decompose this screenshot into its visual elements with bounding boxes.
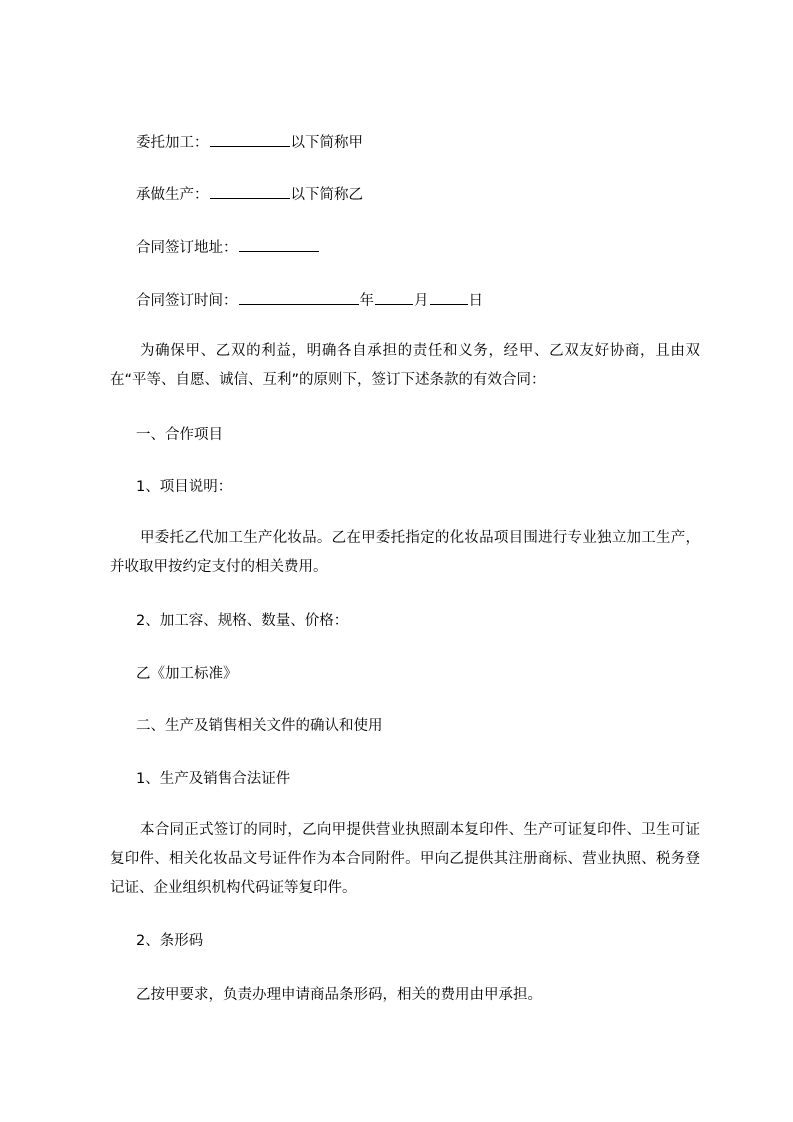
section1-item2-text: 乙《加工标准》 — [136, 666, 238, 682]
maker-label: 承做生产： — [136, 187, 209, 203]
time-label: 合同签订时间： — [136, 293, 238, 309]
section2-item1-text: 本合同正式签订的同时，乙向甲提供营业执照副本复印件、生产可证复印件、卫生可证复印件、相关化妆品文号证件作为本合同附件。甲向乙提供其注册商标、营业执照、税务登记证、企业组织机构代码证等复印件。 — [110, 822, 700, 896]
preamble-paragraph: 为确保甲、乙双的利益，明确各自承担的责任和义务，经甲、乙双友好协商，且由双在“平等、自愿、诚信、互利”的原则下，签订下述条款的有效合同： — [110, 343, 700, 388]
client-blank[interactable] — [210, 131, 290, 147]
year-blank[interactable] — [239, 289, 359, 305]
year-label: 年 — [359, 293, 374, 309]
section1-item2-title: 2、加工容、规格、数量、价格： — [136, 613, 349, 629]
section2-item2-title: 2、条形码 — [136, 933, 204, 949]
client-label: 委托加工： — [136, 135, 209, 151]
maker-suffix: 以下简称乙 — [290, 187, 363, 203]
maker-blank[interactable] — [210, 183, 290, 199]
time-line — [136, 289, 483, 311]
section2-title: 二、生产及销售相关文件的确认和使用 — [136, 718, 383, 734]
address-line — [136, 236, 320, 258]
day-blank[interactable] — [430, 289, 468, 305]
client-suffix: 以下简称甲 — [290, 135, 363, 151]
address-label: 合同签订地址： — [136, 240, 238, 256]
client-line — [136, 131, 363, 153]
month-label: 月 — [414, 293, 429, 309]
maker-line — [136, 183, 363, 205]
section1-item1-text: 甲委托乙代加工生产化妆品。乙在甲委托指定的化妆品项目围进行专业独立加工生产，并收取甲按约定支付的相关费用。 — [110, 530, 700, 575]
section1-title: 一、合作项目 — [136, 427, 223, 443]
section2-item2-text: 乙按甲要求，负责办理申请商品条形码，相关的费用由甲承担。 — [136, 987, 542, 1003]
section1-item1-title: 1、项目说明： — [136, 479, 233, 495]
month-blank[interactable] — [375, 289, 413, 305]
section2-item1-title: 1、生产及销售合法证件 — [136, 771, 291, 787]
address-blank[interactable] — [239, 236, 319, 252]
day-label: 日 — [468, 293, 483, 309]
